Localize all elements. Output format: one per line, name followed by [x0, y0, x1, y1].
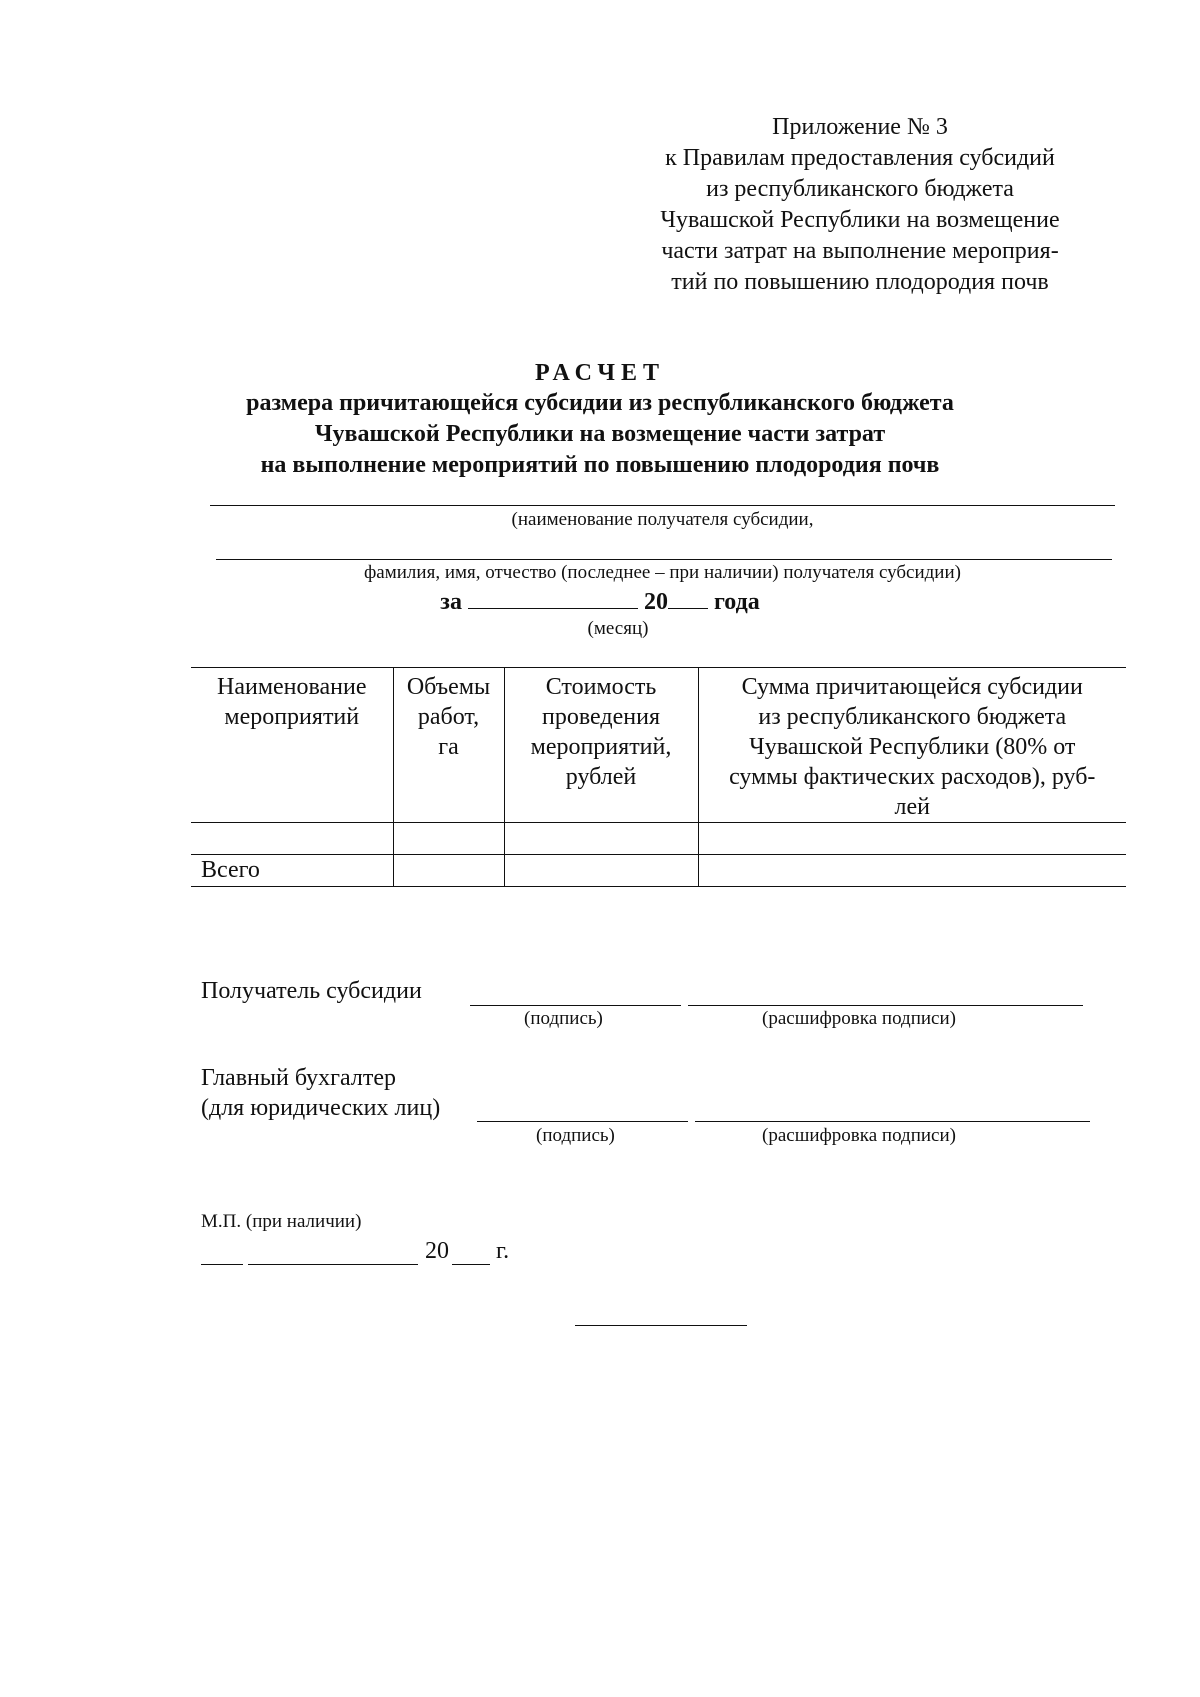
title-line: Чувашской Республики на возмещение части затрат: [314, 421, 886, 447]
column-header-subsidy: [698, 668, 1126, 823]
header-line: из республиканского бюджета: [758, 704, 1067, 730]
closing-divider: [575, 1325, 747, 1326]
column-header-cost: [504, 668, 698, 823]
total-label: Всего: [191, 855, 393, 887]
title-line: на выполнение мероприятий по повышению плодородия почв: [260, 452, 940, 478]
header-line: лей: [894, 794, 930, 820]
column-header-volume: [393, 668, 504, 823]
table-cell[interactable]: [504, 855, 698, 887]
appendix-line: части затрат на выполнение мероприя-: [661, 238, 1059, 264]
appendix-line: к Правилам предоставления субсидий: [665, 145, 1055, 171]
header-line: работ,: [417, 704, 480, 730]
year-blank[interactable]: [668, 586, 708, 609]
recipient-decoding-line[interactable]: [688, 1005, 1083, 1006]
recipient-fio-caption: фамилия, имя, отчество (последнее – при наличии) получателя субсидии): [364, 562, 961, 583]
header-line: рублей: [565, 764, 637, 790]
accountant-decoding-line[interactable]: [695, 1121, 1090, 1122]
appendix-line: Приложение № 3: [772, 114, 948, 140]
recipient-caption: (наименование получателя субсидии,: [511, 509, 814, 530]
table-header-row: [191, 668, 1126, 823]
accountant-signature-line[interactable]: [477, 1121, 688, 1122]
header-line: Наименование: [216, 674, 367, 700]
table-row: [191, 823, 1126, 855]
recipient-fio-line[interactable]: [216, 559, 1112, 560]
header-line: Объемы: [406, 674, 491, 700]
date-year-prefix: 20: [425, 1238, 449, 1264]
year-blank[interactable]: [452, 1264, 490, 1265]
month-caption: (месяц): [587, 618, 649, 639]
header-line: га: [438, 734, 459, 760]
table-cell[interactable]: [393, 823, 504, 855]
column-header-activity: [191, 668, 393, 823]
period-line: [160, 586, 1040, 616]
month-blank[interactable]: [468, 586, 638, 609]
table-cell[interactable]: [393, 855, 504, 887]
day-blank[interactable]: [201, 1264, 243, 1265]
title-main: РАСЧЕТ: [534, 360, 666, 386]
appendix-line: Чувашской Республики на возмещение: [660, 207, 1060, 233]
appendix-line: из республиканского бюджета: [706, 176, 1014, 202]
decoding-caption: (расшифровка подписи): [762, 1125, 956, 1146]
header-line: мероприятий: [224, 704, 360, 730]
header-line: мероприятий,: [530, 734, 672, 760]
header-line: проведения: [542, 704, 660, 730]
table-cell[interactable]: [698, 855, 1126, 887]
month-blank[interactable]: [248, 1264, 418, 1265]
title-line: размера причитающейся субсидии из республиканского бюджета: [246, 390, 954, 416]
table-cell[interactable]: [698, 823, 1126, 855]
date-year-suffix: г.: [496, 1238, 510, 1264]
accountant-label-qualifier: (для юридических лиц): [201, 1095, 441, 1121]
table-total-row: [191, 855, 1126, 887]
calculation-table: [191, 667, 1126, 887]
recipient-signature-line[interactable]: [470, 1005, 681, 1006]
recipient-name-line[interactable]: [210, 505, 1115, 506]
appendix-header: [600, 112, 1120, 298]
accountant-label: Главный бухгалтер: [201, 1065, 396, 1091]
period-suffix: года: [713, 589, 760, 615]
decoding-caption: (расшифровка подписи): [762, 1008, 956, 1029]
header-line: Сумма причитающейся субсидии: [741, 674, 1083, 700]
table-cell[interactable]: [191, 823, 393, 855]
header-line: суммы фактических расходов), руб-: [729, 764, 1096, 790]
period-year-prefix: 20: [643, 589, 668, 615]
period-prefix: за: [440, 589, 462, 615]
signature-caption: (подпись): [524, 1008, 603, 1029]
appendix-line: тий по повышению плодородия почв: [671, 269, 1049, 295]
signature-caption: (подпись): [536, 1125, 615, 1146]
header-line: Чувашской Республики (80% от: [749, 734, 1076, 760]
recipient-label: Получатель субсидии: [201, 978, 422, 1004]
document-title: [160, 358, 1040, 481]
table-cell[interactable]: [504, 823, 698, 855]
stamp-label: М.П. (при наличии): [201, 1211, 362, 1232]
header-line: Стоимость: [545, 674, 657, 700]
